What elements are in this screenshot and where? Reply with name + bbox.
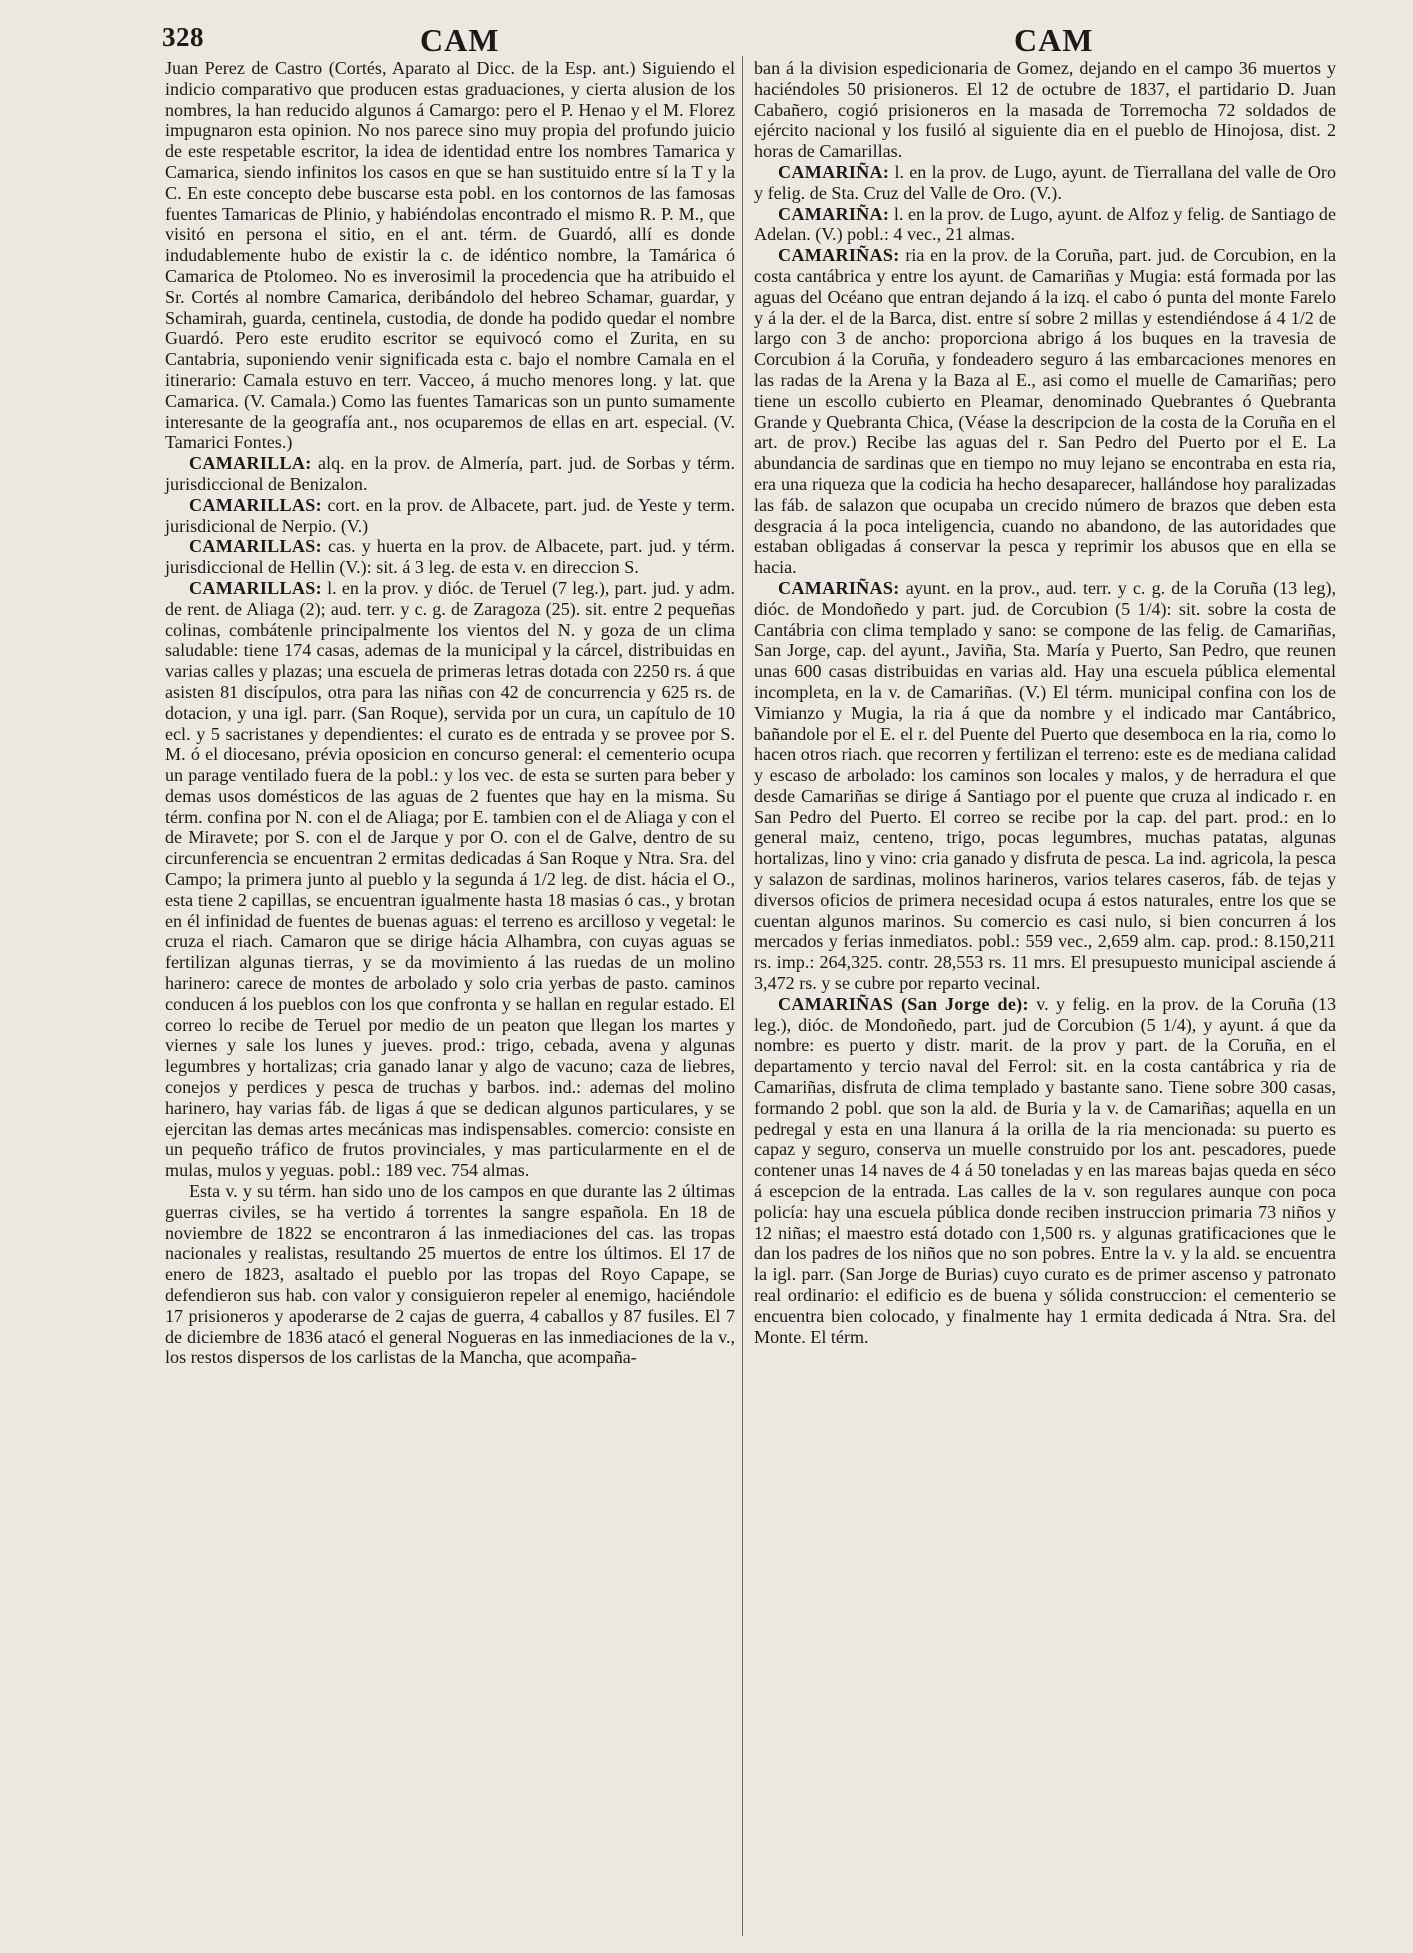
entry-paragraph [754, 204, 1336, 246]
entry-body: l. en la prov. y dióc. de Teruel (7 leg.), part. jud. y adm. de rent. de Aliaga (2); aud. terr. y c. g. de Zaragoza (25). sit. entre 2 pequeñas colinas, combátenle principalmente los vientos del N. y goza de un clima saludable: tiene 174 casas, ademas de la municipal y la cárcel, distribuidas en varias calles y plazas; una escuela de primeras letras dotada con 2250 rs. á que asisten 81 discípulos, otra para las niñas con 42 de concurrencia y 625 rs. de dotacion, y una igl. parr. (San Roque), servida por un cura, un capítulo de 10 ecl. y 5 sacristanes y dependientes: el curato es de entrada y se provee por S. M. ó el diocesano, prévia oposicion en concurso general: el cementerio ocupa un parage ventilado fuera de la pobl.: y los vec. de esta se surten para beber y demas usos domésticos de las aguas de 2 fuentes que hay en la misma. Su térm. confina por N. con el de Aliaga; por E. tambien con el de Aliaga y con el de Miravete; por S. con el de Jarque y por O. con el de Galve, dentro de su circunferencia se encuentran 2 ermitas dedicadas á San Roque y Ntra. Sra. del Campo; la primera junto al pueblo y la segunda á 1/2 leg. de dist. hácia el O., esta tiene 2 capillas, se encuentran igualmente hasta 18 masias ó cas., y brotan en él infinidad de fuentes de buenas aguas: el terreno es arcilloso y vegetal: le cruza el riach. Camaron que se dirige hácia Alhambra, con cuyas aguas se fertilizan algunas tierras, y se da movimiento á las ruedas de un molino harinero: carece de montes de arbolado y solo cria yerbas de pasto. caminos conducen á los pueblos con los que confronta y se hallan en regular estado. El correo lo recibe de Teruel por medio de un peaton que llegan los martes y viernes y sale los lunes y jueves. prod.: trigo, cebada, avena y algunas legumbres y hortalizas; cria ganado lanar y algo de vacuno; caza de liebres, conejos y perdices y pesca de truchas y barbos. ind.: ademas del molino harinero, hay varias fáb. de ligas á que se dedican algunos particulares, y se ejercitan las demas artes mecánicas mas indispensables. comercio: consiste en un pequeño tráfico de frutos provinciales, y mas particularmente en el de mulas, mulos y yeguas. pobl.: 189 vec. 754 almas. [165, 577, 735, 1181]
entry-paragraph [754, 245, 1336, 578]
entry-paragraph [165, 495, 735, 537]
entry-body: ayunt. en la prov., aud. terr. y c. g. de la Coruña (13 leg), dióc. de Mondoñedo y part. jud. de Corcubion (5 1/4): sit. sobre la costa de Cantábria con clima templado y sano: se compone de las felig. de Camariñas, San Jorge, cap. del ayunt., Javiña, Sta. María y Puerto, San Pedro, que reunen unas 600 casas distribuidas en varias ald. Hay una escuela pública elemental incompleta, en la v. de Camariñas. (V.) El térm. municipal confina con los de Vimianzo y Mugia, la ria á que da nombre y el indicado mar Cantábrico, bañandole por el E. el r. del Puente del Puerto que desemboca en la ria, como lo hacen otros riach. que recorren y fertilizan el terreno: este es de mediana calidad y escaso de arbolado: los caminos son locales y malos, y de herradura el que desde Camariñas se dirige á Santiago por el puente que cruza al indicado r. en San Pedro del Puerto. El correo se recibe por la cap. del part. prod.: en lo general maiz, centeno, trigo, pocas legumbres, muchas patatas, algunas hortalizas, lino y vino: cria ganado y disfruta de pesca. La ind. agricola, la pesca y salazon de sardinas, molinos harineros, varios telares caseros, fáb. de tejas y diversos oficios de primera necesidad ocupa á estos naturales, entre los que se cuentan algunos marinos. Su comercio es casi nulo, si bien concurren á los mercados y ferias inmediatos. pobl.: 559 vec., 2,659 alm. cap. prod.: 8.150,211 rs. imp.: 264,325. contr. 28,553 rs. 11 mrs. El presupuesto municipal asciende á 3,472 rs. y se cubre por reparto vecinal. [754, 577, 1336, 994]
entry-body: Esta v. y su térm. han sido uno de los campos en que durante las 2 últimas guerras civiles, se ha vertido á torrentes la sangre española. En 18 de noviembre de 1822 se encontraron á las inmediaciones del cas. las tropas nacionales y realistas, resultando 25 muertos de entre los últimos. El 17 de enero de 1823, asaltado el pueblo por las tropas del Royo Capape, se defendieron sus hab. con valor y consiguieron repeler al enemigo, haciéndole 17 prisioneros y apoderarse de 2 cajas de guerra, 4 caballos y 87 fusiles. El 7 de diciembre de 1836 atacó el general Nogueras en las inmediaciones de la v., los restos dispersos de los carlistas de la Mancha, que acompaña- [165, 1181, 735, 1368]
entry-paragraph [165, 536, 735, 578]
entry-paragraph [165, 578, 735, 1181]
entry-body: alq. en la prov. de Almería, part. jud. de Sorbas y térm. jurisdiccional de Benizalon. [165, 453, 735, 494]
entry-paragraph [754, 162, 1336, 204]
entry-paragraph [754, 58, 1336, 162]
entry-headword: CAMARILLAS: [189, 494, 322, 515]
running-head-left: CAM [420, 22, 500, 58]
column-rule [742, 56, 743, 1936]
left-column [165, 58, 735, 1368]
entry-paragraph [165, 1181, 735, 1368]
page-number: 328 [162, 22, 204, 52]
entry-paragraph [754, 578, 1336, 994]
entry-body: ban á la division espedicionaria de Gomez, dejando en el campo 36 muertos y haciéndoles 50 prisioneros. El 12 de octubre de 1837, el partidario D. Juan Cabañero, cogió prisioneros en la masada de Torremocha 72 soldados de ejército nacional y los fusiló al siguiente dia en el pueblo de Hinojosa, dist. 2 horas de Camarillas. [754, 58, 1336, 162]
right-column [754, 58, 1336, 1347]
running-head-right: CAM [1014, 22, 1094, 58]
entry-body: Juan Perez de Castro (Cortés, Aparato al Dicc. de la Esp. ant.) Siguiendo el indicio comparativo que producen estas graduaciones, y cierta alusion de los nombres, la han reducido algunos á Camargo: pero el P. Henao y el M. Florez impugnaron esta opinion. No nos parece sino muy propia del profundo juicio de este respetable escritor, la idea de identidad entre los nombres Tamarica y Camarica, siendo infinitos los casos en que se han sustituido entre sí la T y la C. En este concepto debe buscarse esta pobl. en los contornos de las famosas fuentes Tamaricas de Plinio, y habiéndolas encontrado el mismo R. P. M., que visitó en persona el sitio, en el ant. térm. de Guardó, allí es donde indudablemente hubo de existir la c. de idéntico nombre, la Tamárica ó Camarica de Ptolomeo. No es inverosimil la procedencia que ha atribuido el Sr. Cortés al nombre Camarica, deribándolo del hebreo Schamar, guardar, y Schamirah, guarda, centinela, custodia, de donde ha podido quedar el nombre Guardó. Pero este erudito escritor se equivocó como el Zurita, en su Cantabria, suponiendo venir significada esta c. bajo el nombre Camala en el itinerario: Camala estuvo en terr. Vacceo, á mucho menores long. y lat. que Camarica. (V. Camala.) Como las fuentes Tamaricas son un punto sumamente interesante de la geografía ant., nos ocuparemos de ellas en art. especial. (V. Tamarici Fontes.) [165, 58, 735, 453]
entry-paragraph [754, 994, 1336, 1348]
entry-headword: CAMARILLA: [189, 453, 312, 474]
entry-headword: CAMARIÑAS: [778, 577, 900, 598]
entry-paragraph [165, 453, 735, 495]
entry-body: v. y felig. en la prov. de la Coruña (13 leg.), dióc. de Mondoñedo, part. jud de Corcubion (5 1/4), y ayunt. á que da nombre: es puerto y distr. marit. de la prov y part. de la Coruña, en el departamento y tercio naval del Ferrol: sit. en la costa cantábrica y ria de Camariñas, disfruta de clima templado y bastante sano. Tiene sobre 300 casas, formando 2 pobl. que son la ald. de Buria y la v. de Camariñas; aquella en un pedregal y esta en una llanura á la orilla de la ria mencionada: su puerto es capaz y seguro, conserva un muelle construido por los ant. pescadores, puede contener unas 14 naves de 4 á 50 toneladas y en las mareas bajas queda en séco á escepcion de la entrada. Las calles de la v. son regulares aunque con poca policía: hay una escuela pública donde reciben instruccion primaria 73 niños y 12 niñas; el maestro está dotado con 1,500 rs. y algunas gratificaciones que le dan los padres de los niños que no son pobres. Entre la v. y la ald. se encuentra la igl. parr. (San Jorge de Burias) cuyo curato es de primer ascenso y patronato real ordinario: el edificio es de buena y sólida construccion: el cementerio se encuentra bien colocado, y finalmente hay 1 ermita dedicada á Ntra. Sra. del Monte. El térm. [754, 993, 1337, 1347]
entry-body: l. en la prov. de Lugo, ayunt. de Tierrallana del valle de Oro y felig. de Sta. Cruz del Valle de Oro. (V.). [754, 161, 1336, 203]
entry-body: cas. y huerta en la prov. de Albacete, part. jud. y térm. jurisdiccional de Hellin (V.): sit. á 3 leg. de esta v. en direccion S. [165, 536, 735, 578]
entry-headword: CAMARILLAS: [189, 536, 322, 557]
entry-paragraph [165, 58, 735, 453]
entry-headword: CAMARIÑA: [778, 161, 890, 182]
entry-body: cort. en la prov. de Albacete, part. jud. de Yeste y term. jurisdicional de Nerpio. (V.) [165, 494, 735, 536]
entry-headword: CAMARIÑA: [778, 203, 890, 224]
entry-headword: CAMARIÑAS: [778, 245, 900, 266]
entry-body: ria en la prov. de la Coruña, part. jud. de Corcubion, en la costa cantábrica y entre los ayunt. de Camariñas y Mugia: está formada por las aguas del Océano que entran dejando á la izq. el cabo ó punta del monte Farelo y á la der. el de la Barca, dist. entre sí sobre 2 millas y estendiéndose á 4 1/2 de largo con 3 de ancho: proporciona abrigo á los buques en la travesia de Corcubion á la Coruña, y fondeadero seguro á las embarcaciones menores en las radas de la Arena y la Baza al E., asi como el muelle de Camariñas; pero tiene un escollo cubierto en Pleamar, denominado Quebrantes ó Quebranta Grande y Quebranta Chica, (Véase la descripcion de la costa de la Coruña en el art. de prov.) Recibe las aguas del r. San Pedro del Puerto por el E. La abundancia de sardinas que en tiempo no muy lejano se encontraba en esta ria, era una riqueza que la codicia ha hecho desaparecer, hallándose hoy paralizadas las fáb. de salazon que ocupaba un crecido número de brazos que deben esta desgracia á la poca inteligencia, cuando no abandono, de las autoridades que estaban obligadas á conservar la pesca y reprimir los abusos que en ella se hacia. [754, 245, 1336, 578]
entry-body: l. en la prov. de Lugo, ayunt. de Alfoz y felig. de Santiago de Adelan. (V.) pobl.: 4 vec., 21 almas. [754, 203, 1336, 245]
entry-headword: CAMARIÑAS (San Jorge de): [778, 993, 1029, 1014]
entry-headword: CAMARILLAS: [189, 577, 322, 598]
